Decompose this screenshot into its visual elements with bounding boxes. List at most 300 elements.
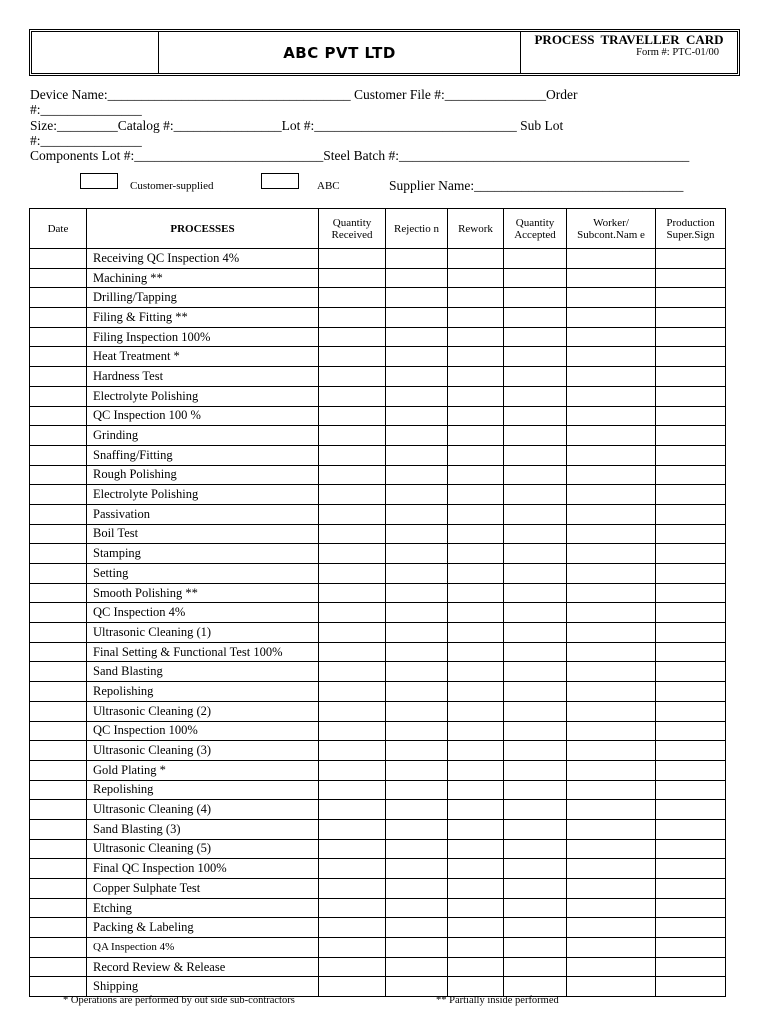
date-cell[interactable] <box>30 642 87 662</box>
quantity-accepted-cell[interactable] <box>504 701 567 721</box>
rejection-cell[interactable] <box>386 859 448 879</box>
rework-cell[interactable] <box>448 859 504 879</box>
worker-cell[interactable] <box>567 977 656 997</box>
quantity-accepted-cell[interactable] <box>504 268 567 288</box>
quantity-received-cell[interactable] <box>319 367 386 387</box>
rework-cell[interactable] <box>448 504 504 524</box>
production-sign-cell[interactable] <box>656 583 726 603</box>
production-sign-cell[interactable] <box>656 859 726 879</box>
quantity-accepted-cell[interactable] <box>504 465 567 485</box>
date-cell[interactable] <box>30 760 87 780</box>
worker-cell[interactable] <box>567 623 656 643</box>
quantity-accepted-cell[interactable] <box>504 898 567 918</box>
rework-cell[interactable] <box>448 347 504 367</box>
production-sign-cell[interactable] <box>656 445 726 465</box>
production-sign-cell[interactable] <box>656 406 726 426</box>
worker-cell[interactable] <box>567 308 656 328</box>
process-cell: QC Inspection 100% <box>87 721 319 741</box>
production-sign-cell[interactable] <box>656 741 726 761</box>
production-sign-cell[interactable] <box>656 957 726 977</box>
rejection-cell[interactable] <box>386 682 448 702</box>
quantity-received-cell[interactable] <box>319 721 386 741</box>
rework-cell[interactable] <box>448 564 504 584</box>
date-cell[interactable] <box>30 977 87 997</box>
quantity-accepted-cell[interactable] <box>504 741 567 761</box>
process-cell: Snaffing/Fitting <box>87 445 319 465</box>
quantity-accepted-cell[interactable] <box>504 977 567 997</box>
quantity-accepted-cell[interactable] <box>504 367 567 387</box>
date-cell[interactable] <box>30 524 87 544</box>
date-cell[interactable] <box>30 347 87 367</box>
quantity-received-cell[interactable] <box>319 465 386 485</box>
worker-cell[interactable] <box>567 701 656 721</box>
rejection-cell[interactable] <box>386 741 448 761</box>
date-cell[interactable] <box>30 386 87 406</box>
rejection-cell[interactable] <box>386 603 448 623</box>
quantity-received-cell[interactable] <box>319 426 386 446</box>
table-header-row <box>30 209 726 249</box>
quantity-accepted-cell[interactable] <box>504 938 567 958</box>
worker-cell[interactable] <box>567 603 656 623</box>
worker-cell[interactable] <box>567 819 656 839</box>
table-row <box>30 918 726 938</box>
date-cell[interactable] <box>30 308 87 328</box>
rework-cell[interactable] <box>448 327 504 347</box>
date-cell[interactable] <box>30 800 87 820</box>
rejection-cell[interactable] <box>386 642 448 662</box>
col-header-processes: PROCESSES <box>87 209 319 249</box>
rejection-cell[interactable] <box>386 249 448 269</box>
rejection-cell[interactable] <box>386 308 448 328</box>
worker-cell[interactable] <box>567 249 656 269</box>
date-cell[interactable] <box>30 327 87 347</box>
worker-cell[interactable] <box>567 367 656 387</box>
quantity-received-cell[interactable] <box>319 879 386 899</box>
worker-cell[interactable] <box>567 288 656 308</box>
quantity-received-cell[interactable] <box>319 406 386 426</box>
worker-cell[interactable] <box>567 938 656 958</box>
production-sign-cell[interactable] <box>656 819 726 839</box>
date-cell[interactable] <box>30 859 87 879</box>
quantity-received-cell[interactable] <box>319 603 386 623</box>
worker-cell[interactable] <box>567 918 656 938</box>
worker-cell[interactable] <box>567 465 656 485</box>
production-sign-cell[interactable] <box>656 564 726 584</box>
date-cell[interactable] <box>30 504 87 524</box>
production-sign-cell[interactable] <box>656 938 726 958</box>
rejection-cell[interactable] <box>386 544 448 564</box>
quantity-accepted-cell[interactable] <box>504 288 567 308</box>
quantity-received-cell[interactable] <box>319 386 386 406</box>
quantity-received-cell[interactable] <box>319 642 386 662</box>
rejection-cell[interactable] <box>386 386 448 406</box>
production-sign-cell[interactable] <box>656 268 726 288</box>
rejection-cell[interactable] <box>386 879 448 899</box>
quantity-received-cell[interactable] <box>319 524 386 544</box>
date-cell[interactable] <box>30 780 87 800</box>
quantity-accepted-cell[interactable] <box>504 504 567 524</box>
rejection-cell[interactable] <box>386 445 448 465</box>
rejection-cell[interactable] <box>386 367 448 387</box>
quantity-received-cell[interactable] <box>319 800 386 820</box>
table-row <box>30 839 726 859</box>
quantity-received-cell[interactable] <box>319 760 386 780</box>
production-sign-cell[interactable] <box>656 347 726 367</box>
rejection-cell[interactable] <box>386 898 448 918</box>
rework-cell[interactable] <box>448 485 504 505</box>
process-cell: Smooth Polishing ** <box>87 583 319 603</box>
rework-cell[interactable] <box>448 288 504 308</box>
production-sign-cell[interactable] <box>656 367 726 387</box>
process-cell: Ultrasonic Cleaning (4) <box>87 800 319 820</box>
rejection-cell[interactable] <box>386 701 448 721</box>
production-sign-cell[interactable] <box>656 701 726 721</box>
rejection-cell[interactable] <box>386 662 448 682</box>
worker-cell[interactable] <box>567 682 656 702</box>
production-sign-cell[interactable] <box>656 623 726 643</box>
rework-cell[interactable] <box>448 642 504 662</box>
quantity-received-cell[interactable] <box>319 504 386 524</box>
rejection-cell[interactable] <box>386 977 448 997</box>
worker-cell[interactable] <box>567 898 656 918</box>
quantity-received-cell[interactable] <box>319 957 386 977</box>
rejection-cell[interactable] <box>386 957 448 977</box>
quantity-accepted-cell[interactable] <box>504 603 567 623</box>
production-sign-cell[interactable] <box>656 662 726 682</box>
worker-cell[interactable] <box>567 957 656 977</box>
supplier-name-field[interactable]: Supplier Name:_______________________________ <box>389 178 684 193</box>
production-sign-cell[interactable] <box>656 682 726 702</box>
worker-cell[interactable] <box>567 760 656 780</box>
date-cell[interactable] <box>30 957 87 977</box>
rework-cell[interactable] <box>448 957 504 977</box>
col-header-quantity-received: Quantity Received <box>319 209 386 249</box>
table-row <box>30 819 726 839</box>
quantity-received-cell[interactable] <box>319 327 386 347</box>
date-cell[interactable] <box>30 544 87 564</box>
date-cell[interactable] <box>30 583 87 603</box>
worker-cell[interactable] <box>567 524 656 544</box>
rejection-cell[interactable] <box>386 465 448 485</box>
quantity-received-cell[interactable] <box>319 564 386 584</box>
date-cell[interactable] <box>30 367 87 387</box>
quantity-accepted-cell[interactable] <box>504 682 567 702</box>
worker-cell[interactable] <box>567 564 656 584</box>
production-sign-cell[interactable] <box>656 426 726 446</box>
rework-cell[interactable] <box>448 721 504 741</box>
worker-cell[interactable] <box>567 504 656 524</box>
rejection-cell[interactable] <box>386 721 448 741</box>
rework-cell[interactable] <box>448 386 504 406</box>
production-sign-cell[interactable] <box>656 504 726 524</box>
rejection-cell[interactable] <box>386 426 448 446</box>
components-lot-line[interactable]: Components Lot #:____________________________Steel Batch #:___________________________________________ <box>30 148 690 163</box>
worker-cell[interactable] <box>567 268 656 288</box>
quantity-accepted-cell[interactable] <box>504 426 567 446</box>
quantity-received-cell[interactable] <box>319 898 386 918</box>
worker-cell[interactable] <box>567 839 656 859</box>
worker-cell[interactable] <box>567 583 656 603</box>
production-sign-cell[interactable] <box>656 386 726 406</box>
process-cell: QC Inspection 4% <box>87 603 319 623</box>
production-sign-cell[interactable] <box>656 800 726 820</box>
rework-cell[interactable] <box>448 819 504 839</box>
date-cell[interactable] <box>30 701 87 721</box>
quantity-accepted-cell[interactable] <box>504 583 567 603</box>
worker-cell[interactable] <box>567 721 656 741</box>
rework-cell[interactable] <box>448 918 504 938</box>
order-number-line[interactable]: #:_______________ <box>30 102 142 117</box>
date-cell[interactable] <box>30 662 87 682</box>
rejection-cell[interactable] <box>386 819 448 839</box>
rejection-cell[interactable] <box>386 918 448 938</box>
worker-cell[interactable] <box>567 386 656 406</box>
date-cell[interactable] <box>30 879 87 899</box>
rejection-cell[interactable] <box>386 583 448 603</box>
quantity-received-cell[interactable] <box>319 701 386 721</box>
worker-cell[interactable] <box>567 642 656 662</box>
size-catalog-lot-line[interactable]: Size:_________Catalog #:________________Lot #:______________________________ Sub Lot <box>30 118 564 133</box>
rejection-cell[interactable] <box>386 406 448 426</box>
quantity-accepted-cell[interactable] <box>504 879 567 899</box>
quantity-accepted-cell[interactable] <box>504 800 567 820</box>
production-sign-cell[interactable] <box>656 879 726 899</box>
rejection-cell[interactable] <box>386 524 448 544</box>
rework-cell[interactable] <box>448 701 504 721</box>
customer-supplied-checkbox[interactable] <box>80 173 118 189</box>
date-cell[interactable] <box>30 465 87 485</box>
date-cell[interactable] <box>30 426 87 446</box>
quantity-accepted-cell[interactable] <box>504 308 567 328</box>
rework-cell[interactable] <box>448 268 504 288</box>
table-row <box>30 859 726 879</box>
date-cell[interactable] <box>30 485 87 505</box>
quantity-received-cell[interactable] <box>319 938 386 958</box>
quantity-accepted-cell[interactable] <box>504 406 567 426</box>
quantity-accepted-cell[interactable] <box>504 760 567 780</box>
rework-cell[interactable] <box>448 662 504 682</box>
quantity-accepted-cell[interactable] <box>504 839 567 859</box>
table-row <box>30 642 726 662</box>
worker-cell[interactable] <box>567 741 656 761</box>
rework-cell[interactable] <box>448 800 504 820</box>
date-cell[interactable] <box>30 918 87 938</box>
production-sign-cell[interactable] <box>656 288 726 308</box>
quantity-accepted-cell[interactable] <box>504 957 567 977</box>
rework-cell[interactable] <box>448 741 504 761</box>
process-cell: Ultrasonic Cleaning (1) <box>87 623 319 643</box>
rework-cell[interactable] <box>448 249 504 269</box>
process-cell: Boil Test <box>87 524 319 544</box>
production-sign-cell[interactable] <box>656 780 726 800</box>
quantity-received-cell[interactable] <box>319 445 386 465</box>
quantity-accepted-cell[interactable] <box>504 386 567 406</box>
quantity-accepted-cell[interactable] <box>504 347 567 367</box>
production-sign-cell[interactable] <box>656 898 726 918</box>
production-sign-cell[interactable] <box>656 249 726 269</box>
rejection-cell[interactable] <box>386 564 448 584</box>
rework-cell[interactable] <box>448 682 504 702</box>
worker-cell[interactable] <box>567 347 656 367</box>
quantity-accepted-cell[interactable] <box>504 623 567 643</box>
process-cell: Repolishing <box>87 682 319 702</box>
device-name-line[interactable]: Device Name:____________________________________ Customer File #:_______________Order <box>30 87 578 102</box>
rework-cell[interactable] <box>448 760 504 780</box>
rework-cell[interactable] <box>448 445 504 465</box>
quantity-accepted-cell[interactable] <box>504 918 567 938</box>
rework-cell[interactable] <box>448 603 504 623</box>
worker-cell[interactable] <box>567 426 656 446</box>
rework-cell[interactable] <box>448 308 504 328</box>
rejection-cell[interactable] <box>386 268 448 288</box>
rejection-cell[interactable] <box>386 623 448 643</box>
worker-cell[interactable] <box>567 879 656 899</box>
quantity-received-cell[interactable] <box>319 288 386 308</box>
process-cell: Record Review & Release <box>87 957 319 977</box>
rework-cell[interactable] <box>448 839 504 859</box>
rejection-cell[interactable] <box>386 780 448 800</box>
quantity-received-cell[interactable] <box>319 918 386 938</box>
quantity-received-cell[interactable] <box>319 780 386 800</box>
worker-cell[interactable] <box>567 544 656 564</box>
quantity-received-cell[interactable] <box>319 583 386 603</box>
date-cell[interactable] <box>30 249 87 269</box>
date-cell[interactable] <box>30 288 87 308</box>
worker-cell[interactable] <box>567 406 656 426</box>
quantity-accepted-cell[interactable] <box>504 564 567 584</box>
col-header-production-sign: Production Super.Sign <box>656 209 726 249</box>
rejection-cell[interactable] <box>386 938 448 958</box>
production-sign-cell[interactable] <box>656 327 726 347</box>
rework-cell[interactable] <box>448 879 504 899</box>
quantity-received-cell[interactable] <box>319 682 386 702</box>
quantity-received-cell[interactable] <box>319 485 386 505</box>
quantity-accepted-cell[interactable] <box>504 780 567 800</box>
quantity-received-cell[interactable] <box>319 308 386 328</box>
date-cell[interactable] <box>30 445 87 465</box>
production-sign-cell[interactable] <box>656 544 726 564</box>
worker-cell[interactable] <box>567 800 656 820</box>
rework-cell[interactable] <box>448 898 504 918</box>
production-sign-cell[interactable] <box>656 760 726 780</box>
quantity-accepted-cell[interactable] <box>504 524 567 544</box>
process-cell: Machining ** <box>87 268 319 288</box>
production-sign-cell[interactable] <box>656 918 726 938</box>
date-cell[interactable] <box>30 741 87 761</box>
quantity-accepted-cell[interactable] <box>504 859 567 879</box>
production-sign-cell[interactable] <box>656 839 726 859</box>
quantity-received-cell[interactable] <box>319 249 386 269</box>
rework-cell[interactable] <box>448 367 504 387</box>
quantity-received-cell[interactable] <box>319 623 386 643</box>
quantity-accepted-cell[interactable] <box>504 249 567 269</box>
date-cell[interactable] <box>30 682 87 702</box>
date-cell[interactable] <box>30 603 87 623</box>
date-cell[interactable] <box>30 623 87 643</box>
worker-cell[interactable] <box>567 859 656 879</box>
date-cell[interactable] <box>30 721 87 741</box>
quantity-received-cell[interactable] <box>319 741 386 761</box>
quantity-received-cell[interactable] <box>319 819 386 839</box>
rejection-cell[interactable] <box>386 485 448 505</box>
rework-cell[interactable] <box>448 780 504 800</box>
quantity-received-cell[interactable] <box>319 347 386 367</box>
date-cell[interactable] <box>30 839 87 859</box>
worker-cell[interactable] <box>567 485 656 505</box>
table-row <box>30 308 726 328</box>
rework-cell[interactable] <box>448 623 504 643</box>
quantity-received-cell[interactable] <box>319 662 386 682</box>
quantity-received-cell[interactable] <box>319 268 386 288</box>
production-sign-cell[interactable] <box>656 465 726 485</box>
process-cell: Rough Polishing <box>87 465 319 485</box>
quantity-accepted-cell[interactable] <box>504 485 567 505</box>
abc-checkbox[interactable] <box>261 173 299 189</box>
quantity-accepted-cell[interactable] <box>504 445 567 465</box>
table-row <box>30 879 726 899</box>
rejection-cell[interactable] <box>386 288 448 308</box>
rework-cell[interactable] <box>448 583 504 603</box>
date-cell[interactable] <box>30 406 87 426</box>
quantity-accepted-cell[interactable] <box>504 642 567 662</box>
rework-cell[interactable] <box>448 524 504 544</box>
rework-cell[interactable] <box>448 938 504 958</box>
quantity-accepted-cell[interactable] <box>504 662 567 682</box>
quantity-accepted-cell[interactable] <box>504 721 567 741</box>
worker-cell[interactable] <box>567 327 656 347</box>
rejection-cell[interactable] <box>386 839 448 859</box>
production-sign-cell[interactable] <box>656 308 726 328</box>
production-sign-cell[interactable] <box>656 603 726 623</box>
process-cell: Ultrasonic Cleaning (3) <box>87 741 319 761</box>
quantity-received-cell[interactable] <box>319 859 386 879</box>
rework-cell[interactable] <box>448 426 504 446</box>
quantity-accepted-cell[interactable] <box>504 327 567 347</box>
date-cell[interactable] <box>30 268 87 288</box>
worker-cell[interactable] <box>567 445 656 465</box>
quantity-received-cell[interactable] <box>319 544 386 564</box>
quantity-accepted-cell[interactable] <box>504 544 567 564</box>
rejection-cell[interactable] <box>386 347 448 367</box>
rejection-cell[interactable] <box>386 800 448 820</box>
production-sign-cell[interactable] <box>656 485 726 505</box>
quantity-accepted-cell[interactable] <box>504 819 567 839</box>
rework-cell[interactable] <box>448 977 504 997</box>
rejection-cell[interactable] <box>386 504 448 524</box>
rework-cell[interactable] <box>448 465 504 485</box>
date-cell[interactable] <box>30 564 87 584</box>
production-sign-cell[interactable] <box>656 524 726 544</box>
rework-cell[interactable] <box>448 406 504 426</box>
production-sign-cell[interactable] <box>656 977 726 997</box>
date-cell[interactable] <box>30 819 87 839</box>
worker-cell[interactable] <box>567 780 656 800</box>
date-cell[interactable] <box>30 938 87 958</box>
quantity-received-cell[interactable] <box>319 839 386 859</box>
sub-lot-line[interactable]: #:_______________ <box>30 133 142 148</box>
production-sign-cell[interactable] <box>656 642 726 662</box>
process-cell: Gold Plating * <box>87 760 319 780</box>
worker-cell[interactable] <box>567 662 656 682</box>
rejection-cell[interactable] <box>386 760 448 780</box>
process-cell: Filing & Fitting ** <box>87 308 319 328</box>
process-cell: Filing Inspection 100% <box>87 327 319 347</box>
date-cell[interactable] <box>30 898 87 918</box>
rejection-cell[interactable] <box>386 327 448 347</box>
quantity-received-cell[interactable] <box>319 977 386 997</box>
production-sign-cell[interactable] <box>656 721 726 741</box>
rework-cell[interactable] <box>448 544 504 564</box>
